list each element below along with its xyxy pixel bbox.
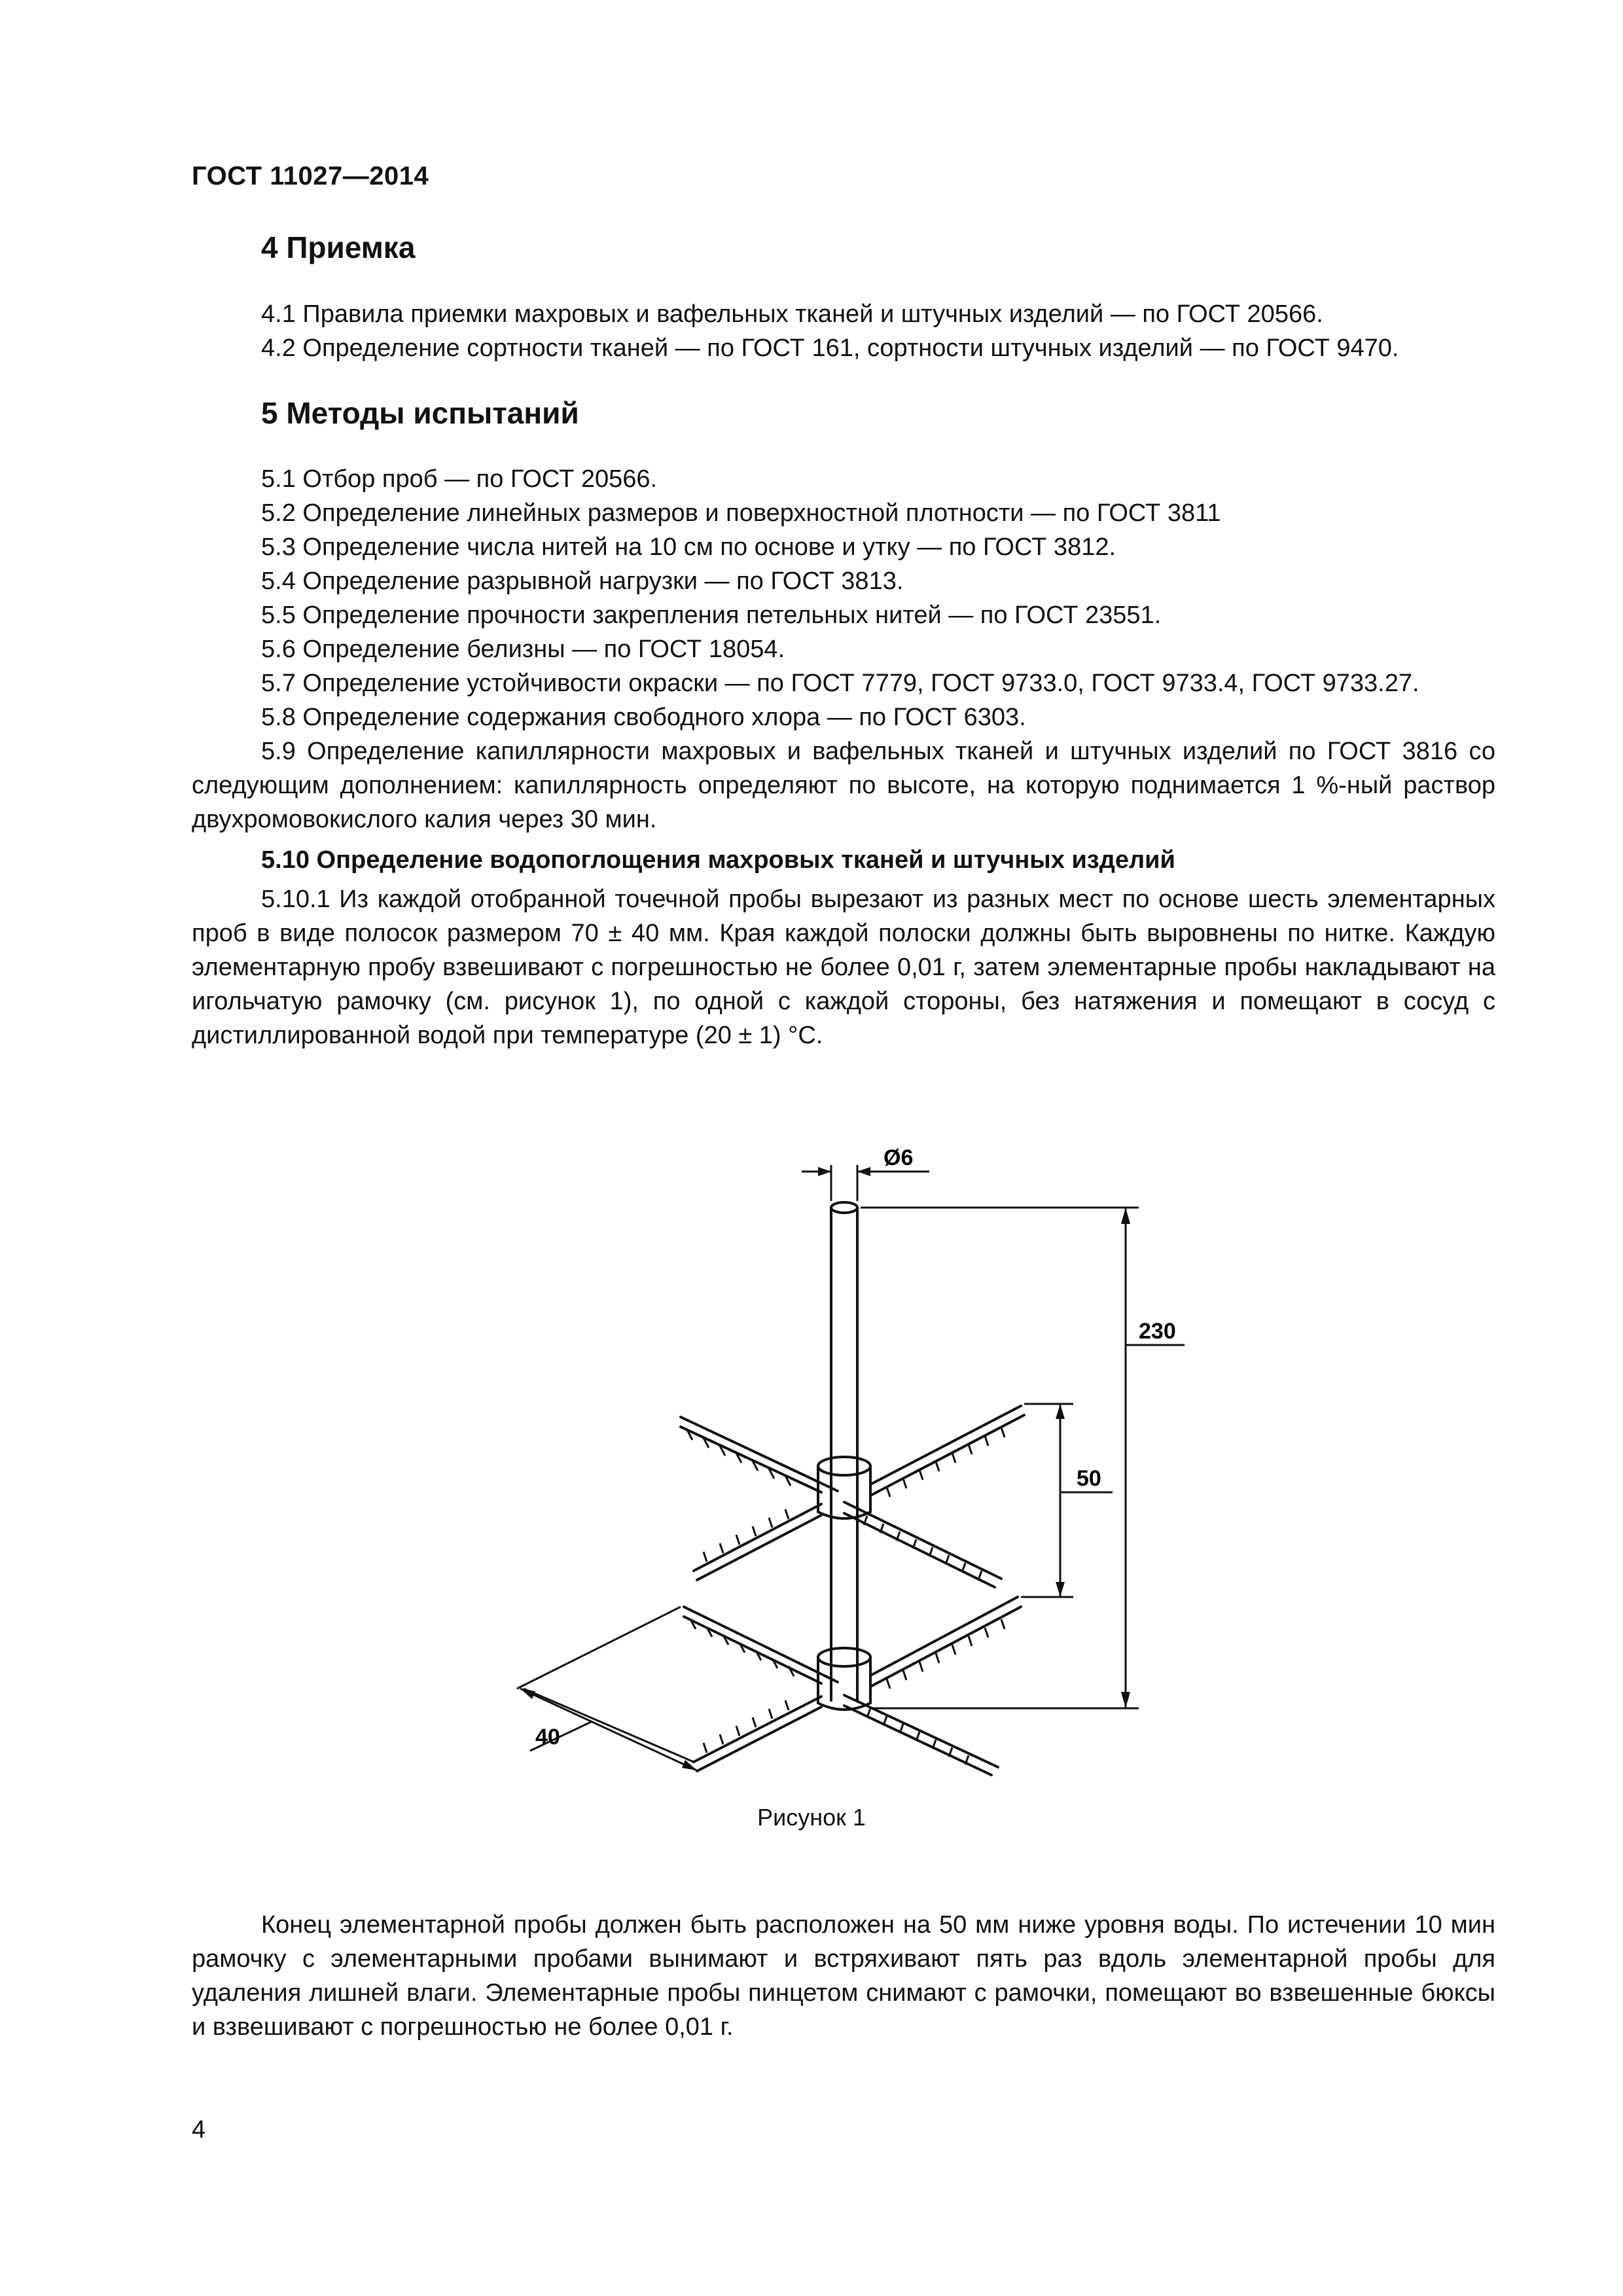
- page-number: 4: [192, 2116, 206, 2144]
- list-item: 5.7 Определение устойчивости окраски — по ГОСТ 7779, ГОСТ 9733.0, ГОСТ 9733.4, ГОСТ 9733.27.: [261, 670, 1419, 697]
- lower-hub-top: [818, 1648, 870, 1666]
- list-item: 5.9 Определение капиллярности махровых и вафельных тканей и штучных изделий по ГОСТ 3816 со следующим дополнением: капиллярность определяют по высоте, на которую поднимается 1 %-ный раствор двухромовокислого калия через 30 мин.: [192, 738, 1495, 833]
- paragraph: 5.10.1 Из каждой отобранной точечной пробы вырезают из разных мест по основе шесть элементарных проб в виде полосок размером 70 ± 40 мм. Края каждой полоски должны быть выровнены по нитке. Каждую элементарную пробу взвешивают с погрешностью не более 0,01 г, затем элементарные пробы накладывают на игольчатую рамочку (см. рисунок 1), по одной с каждой стороны, без натяжения и помещают в сосуд с дистиллированной водой при температуре (20 ± 1) °С.: [192, 886, 1495, 1049]
- upper-arm-back-left: [681, 1417, 838, 1491]
- needles-lower-back-right: [887, 1619, 1005, 1689]
- subsection-title: 5.10 Определение водопоглощения махровых тканей и штучных изделий: [261, 846, 1175, 874]
- upper-hub-top: [818, 1457, 870, 1475]
- figure-caption: Рисунок 1: [757, 1804, 866, 1831]
- dim-diameter-label: Ø6: [883, 1145, 914, 1170]
- needles-upper-front-right: [864, 1516, 982, 1580]
- list-item: 5.1 Отбор проб — по ГОСТ 20566.: [261, 465, 658, 493]
- list-item: 5.6 Определение белизны — по ГОСТ 18054.: [261, 636, 785, 663]
- list-item: 4.1 Правила приемки махровых и вафельных тканей и штучных изделий — по ГОСТ 20566.: [261, 300, 1323, 328]
- list-item: 5.5 Определение прочности закрепления петельных нитей — по ГОСТ 23551.: [261, 601, 1162, 629]
- upper-arm-back-right: [870, 1406, 1021, 1484]
- list-item: 5.8 Определение содержания свободного хлора — по ГОСТ 6303.: [261, 704, 1026, 731]
- dim-height-label: 230: [1139, 1319, 1176, 1344]
- dim-length-label: 40: [535, 1725, 560, 1749]
- dim-spacing-label: 50: [1077, 1466, 1101, 1491]
- rod-top: [831, 1202, 857, 1213]
- needles-upper-back-right: [887, 1427, 1005, 1497]
- closing-paragraph: [192, 1908, 1495, 2044]
- paragraph: Конец элементарной пробы должен быть расположен на 50 мм ниже уровня воды. По истечении 10 мин рамочку с элементарными пробами вынимают и встряхивают пять раз вдоль элементарной пробы для удаления лишней влаги. Элементарные пробы пинцетом снимают с рамочки, помещают во взвешенные бюксы и взвешивают с погрешностью не более 0,01 г.: [192, 1911, 1495, 2041]
- list-item: 5.2 Определение линейных размеров и поверхностной плотности — по ГОСТ 3811: [261, 499, 1221, 527]
- lower-arm-front-left: [694, 1696, 821, 1762]
- list-item: 4.2 Определение сортности тканей — по ГОСТ 161, сортности штучных изделий — по ГОСТ 9470.: [261, 334, 1399, 362]
- section-4-title: 4 Приемка: [261, 230, 416, 264]
- lower-arm-back-left: [684, 1607, 838, 1682]
- upper-arm-front-left: [694, 1504, 821, 1571]
- upper-arm-front-right: [844, 1502, 1001, 1579]
- list-item: 5.3 Определение числа нитей на 10 см по основе и утку — по ГОСТ 3812.: [261, 533, 1116, 561]
- lower-arm-front-right: [844, 1695, 998, 1767]
- list-item: 5.4 Определение разрывной нагрузки — по ГОСТ 3813.: [261, 567, 904, 595]
- document-id: ГОСТ 11027—2014: [192, 162, 429, 190]
- lower-arm-back-right: [870, 1597, 1018, 1676]
- section-5-title: 5 Методы испытаний: [261, 396, 579, 430]
